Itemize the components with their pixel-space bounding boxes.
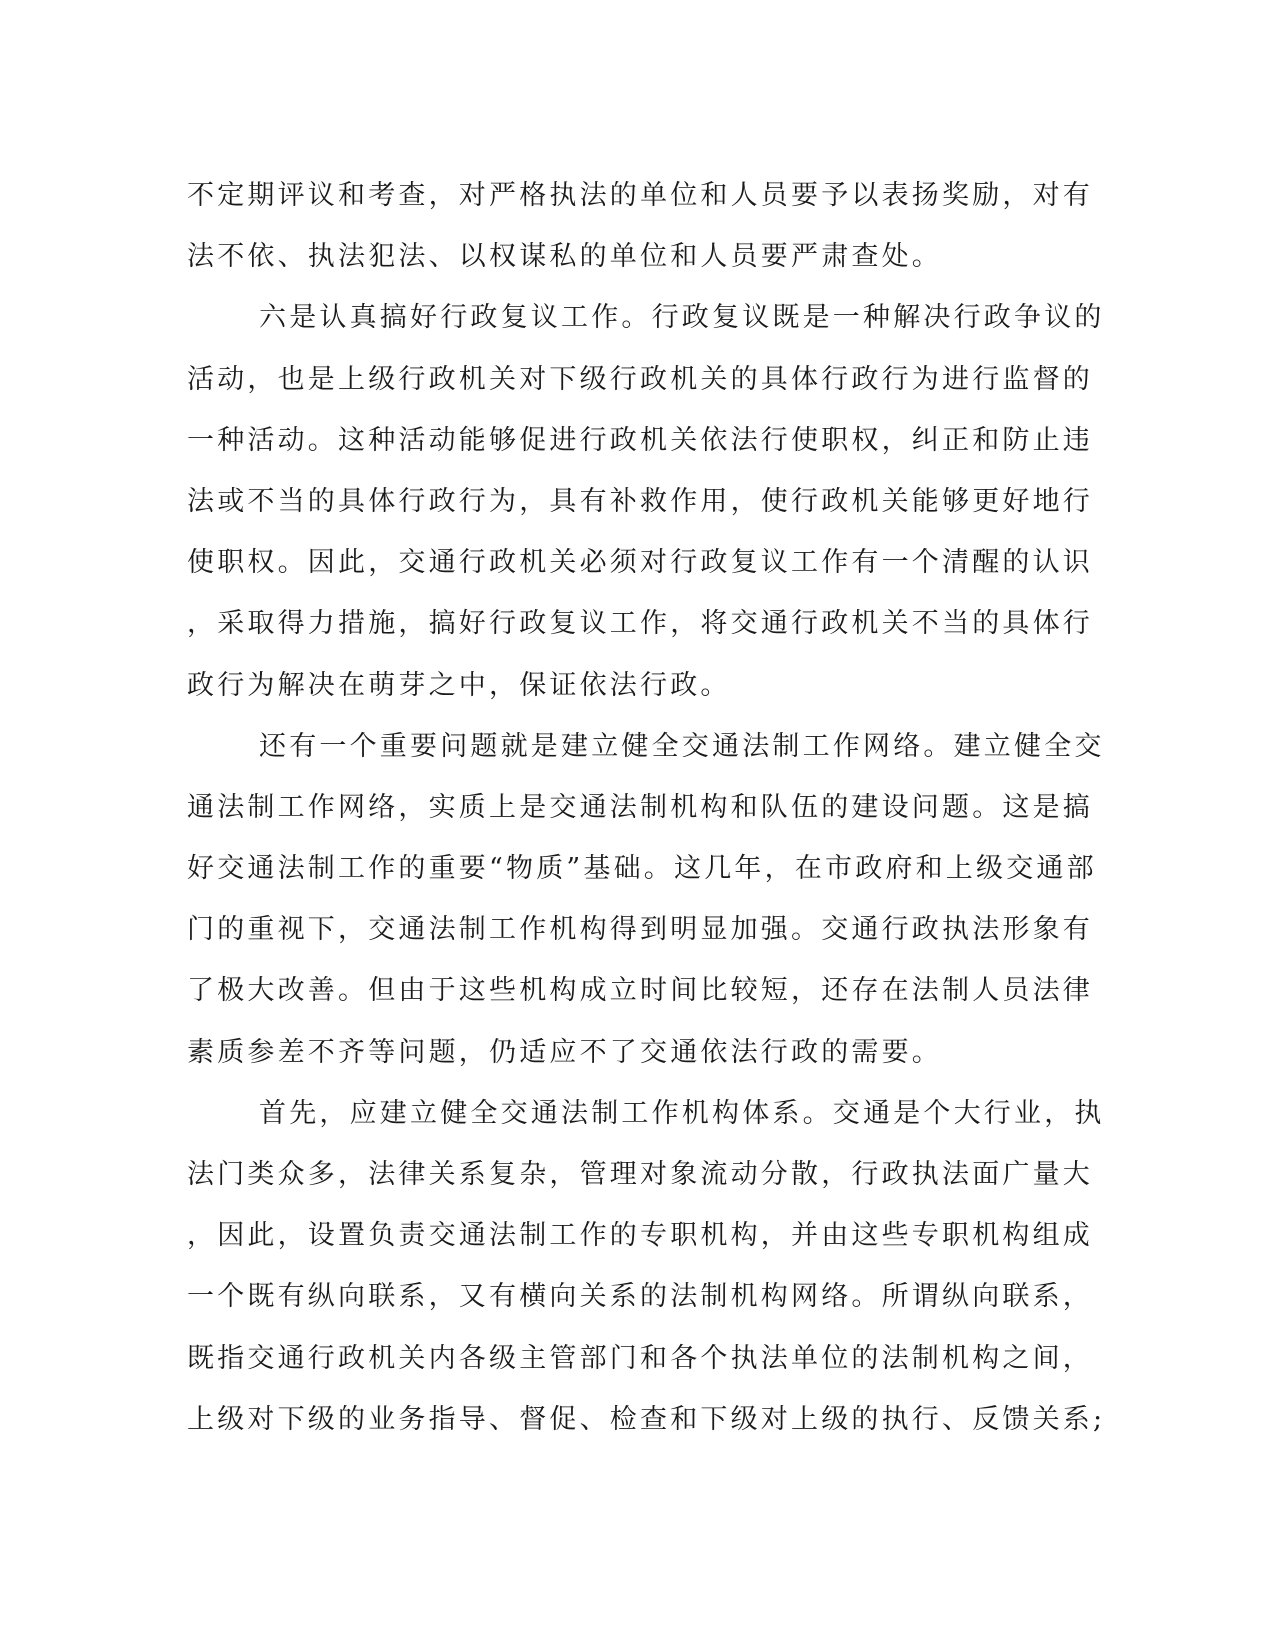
text-line: 六是认真搞好行政复议工作。行政复议既是一种解决行政争议的 xyxy=(259,302,1105,334)
text-line: 首先，应建立健全交通法制工作机构体系。交通是个大行业，执 xyxy=(259,1097,1105,1129)
text-line: 法或不当的具体行政行为，具有补救作用，使行政机关能够更好地行 xyxy=(187,485,1093,517)
text-line: 既指交通行政机关内各级主管部门和各个执法单位的法制机构之间， xyxy=(187,1342,1093,1374)
text-line: 通法制工作网络，实质上是交通法制机构和队伍的建设问题。这是搞 xyxy=(187,791,1093,823)
text-line: 门的重视下，交通法制工作机构得到明显加强。交通行政执法形象有 xyxy=(187,914,1093,946)
text-line: 活动，也是上级行政机关对下级行政机关的具体行政行为进行监督的 xyxy=(187,363,1093,395)
text-line: ，因此，设置负责交通法制工作的专职机构，并由这些专职机构组成 xyxy=(187,1220,1093,1252)
text-line: 法门类众多，法律关系复杂，管理对象流动分散，行政执法面广量大 xyxy=(187,1159,1093,1190)
text-line: 素质参差不齐等问题，仍适应不了交通依法行政的需要。 xyxy=(187,1036,942,1068)
text-line: ，采取得力措施，搞好行政复议工作，将交通行政机关不当的具体行 xyxy=(187,608,1093,640)
text-line: 法不依、执法犯法、以权谋私的单位和人员要严肃查处。 xyxy=(187,241,942,273)
text-line: 好交通法制工作的重要“物质”基础。这几年，在市政府和上级交通部 xyxy=(187,853,1097,885)
text-line: 使职权。因此，交通行政机关必须对行政复议工作有一个清醒的认识 xyxy=(187,547,1093,579)
body-text xyxy=(187,165,1106,1450)
text-line: 不定期评议和考查，对严格执法的单位和人员要予以表扬奖励，对有 xyxy=(187,180,1093,211)
text-line: 政行为解决在萌芽之中，保证依法行政。 xyxy=(187,669,731,701)
text-line: 一个既有纵向联系，又有横向关系的法制机构网络。所谓纵向联系， xyxy=(187,1281,1093,1313)
text-line: 了极大改善。但由于这些机构成立时间比较短，还存在法制人员法律 xyxy=(187,975,1093,1007)
text-line: 一种活动。这种活动能够促进行政机关依法行使职权，纠正和防止违 xyxy=(187,424,1093,456)
text-line: 还有一个重要问题就是建立健全交通法制工作网络。建立健全交 xyxy=(259,730,1105,762)
text-line: 上级对下级的业务指导、督促、检查和下级对上级的执行、反馈关系; xyxy=(187,1403,1106,1435)
